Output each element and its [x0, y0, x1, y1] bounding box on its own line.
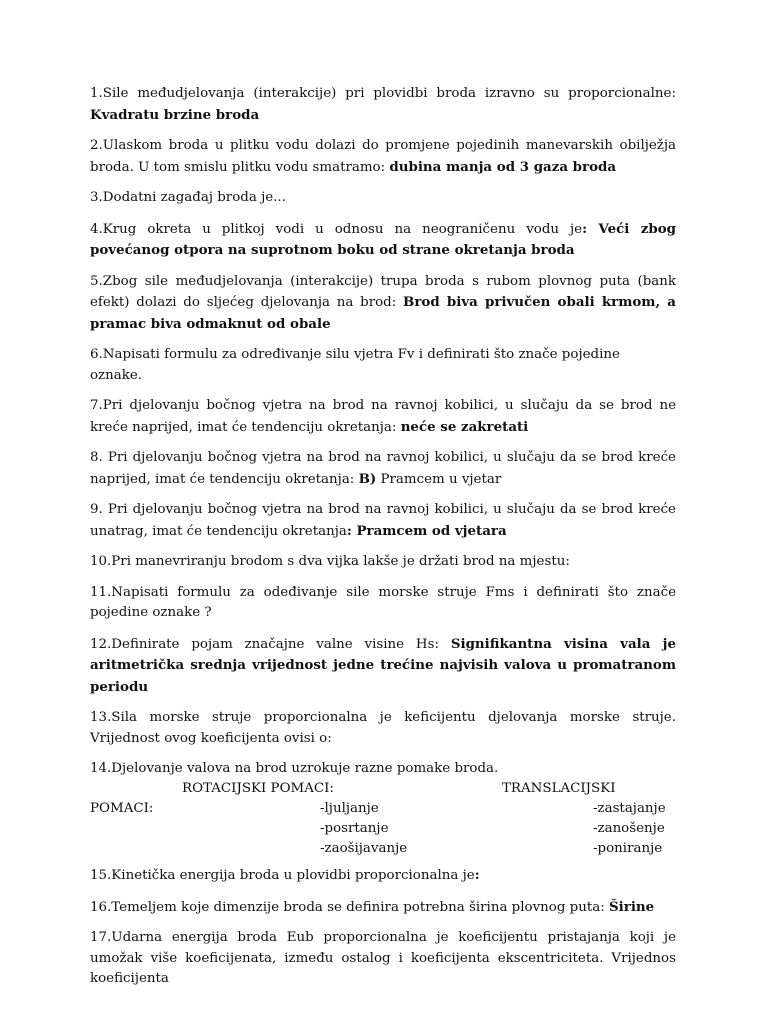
question-3 [90, 188, 676, 209]
question-text: 6.Napisati formulu za određivanje silu vjetra Fv i definirati što znače pojedine oznake. [90, 347, 620, 383]
question-text: 13.Sila morske struje proporcionalna je keficijentu djelovanja morske struje. Vrijednost ovog koeficijenta ovisi o: [90, 710, 676, 746]
translational-header: TRANSLACIJSKI [502, 781, 616, 796]
question-text: 7.Pri djelovanju bočnog vjetra na brod na ravnoj kobilici, u slučaju da se brod ne kreće naprijed, imat će tendenciju okretanja: [90, 398, 676, 435]
question-15 [90, 865, 676, 887]
answer-text: : [474, 867, 480, 883]
rotational-header: ROTACIJSKI POMACI: [182, 781, 334, 796]
translational-list [593, 799, 666, 859]
answer-text: : Pramcem od vjetara [346, 522, 507, 539]
answer-text: Kvadratu brzine broda [90, 106, 260, 123]
question-6 [90, 345, 676, 386]
answer-tail: Pramcem u vjetar [376, 471, 502, 487]
list-item: -zaošijavanje [320, 841, 408, 856]
answer-text: Širine [609, 898, 655, 915]
question-14 [90, 759, 676, 855]
question-text: 15.Kinetička energija broda u plovidbi proporcionalna je [90, 868, 475, 883]
question-11 [90, 583, 676, 624]
list-item: -zanošenje [593, 821, 665, 836]
list-item: -zastajanje [593, 801, 666, 816]
answer-text: Brod biva privučen obali krmom, a pramac biva odmaknut od obale [90, 294, 676, 332]
pomaci-label: POMACI: [90, 801, 154, 816]
question-4 [90, 219, 676, 262]
question-2 [90, 136, 676, 178]
list-item: -poniranje [593, 841, 663, 856]
answer-text: dubina manja od 3 gaza broda [389, 158, 617, 175]
list-item: -ljuljanje [320, 801, 379, 816]
rotational-list [320, 799, 407, 859]
question-8 [90, 448, 676, 490]
question-text: 16.Temeljem koje dimenzije broda se definira potrebna širina plovnog puta: [90, 899, 610, 915]
question-text: 11.Napisati formulu za odeđivanje sile morske struje Fms i definirati što znače pojedine oznake ? [90, 584, 676, 620]
answer-text: B) [358, 470, 377, 487]
question-text: 14.Djelovanje valova na brod uzrokuje razne pomake broda. [90, 761, 499, 776]
question-text: 5.Zbog sile međudjelovanja (interakcije) trupa broda s rubom plovnog puta (bank efekt) dolazi do sljećeg djelovanja na brod: [90, 273, 676, 310]
list-item: -posrtanje [320, 821, 389, 836]
document-page [90, 84, 676, 1000]
question-16 [90, 897, 676, 919]
question-text: 8. Pri djelovanju bočnog vjetra na brod na ravnoj kobilici, u slučaju da se brod kreće naprijed, imat će tendenciju okretanja: [90, 450, 676, 487]
question-text: 17.Udarna energija broda Eub proporcionalna je koeficijentu pristajanja koji je umožak više koeficijenata, između ostalog i koeficijenta ekscentriciteta. Vrijednos koeficijenta [90, 930, 676, 986]
question-17 [90, 928, 676, 990]
question-text: 3.Dodatni zagađaj broda je... [90, 190, 286, 205]
question-text: 12.Definirate pojam značajne valne visine Hs: [90, 636, 451, 652]
question-text: 2.Ulaskom broda u plitku vodu dolazi do promjene pojedinih manevarskih obilježja broda. U tom smislu plitku vodu smatramo: [90, 138, 676, 175]
question-text: 9. Pri djelovanju bočnog vjetra na brod na ravnoj kobilici, u slučaju da se brod kreće unatrag, imat će tendenciju okretanja [90, 502, 676, 539]
question-1 [90, 84, 676, 126]
question-text: 4.Krug okreta u plitkoj vodi u odnosu na neograničenu vodu je [90, 221, 583, 237]
question-10 [90, 552, 676, 573]
answer-text: Signifikantna visina vala je aritmetrička srednja vrijednost jedne trećine najvisih valova u promatranom periodu [90, 635, 676, 695]
answer-text: : Veći zbog povećanog otpora na suprotnom boku od strane okretanja broda [90, 220, 676, 258]
question-text: 1.Sile međudjelovanja (interakcije) pri plovidbi broda izravno su proporcionalne: [90, 86, 676, 101]
question-7 [90, 396, 676, 438]
question-5 [90, 272, 676, 336]
question-9 [90, 500, 676, 542]
question-13 [90, 708, 676, 749]
answer-text: neće se zakretati [400, 418, 529, 435]
question-text: 10.Pri manevriranju brodom s dva vijka lakše je držati brod na mjestu: [90, 554, 570, 569]
question-12 [90, 634, 676, 699]
